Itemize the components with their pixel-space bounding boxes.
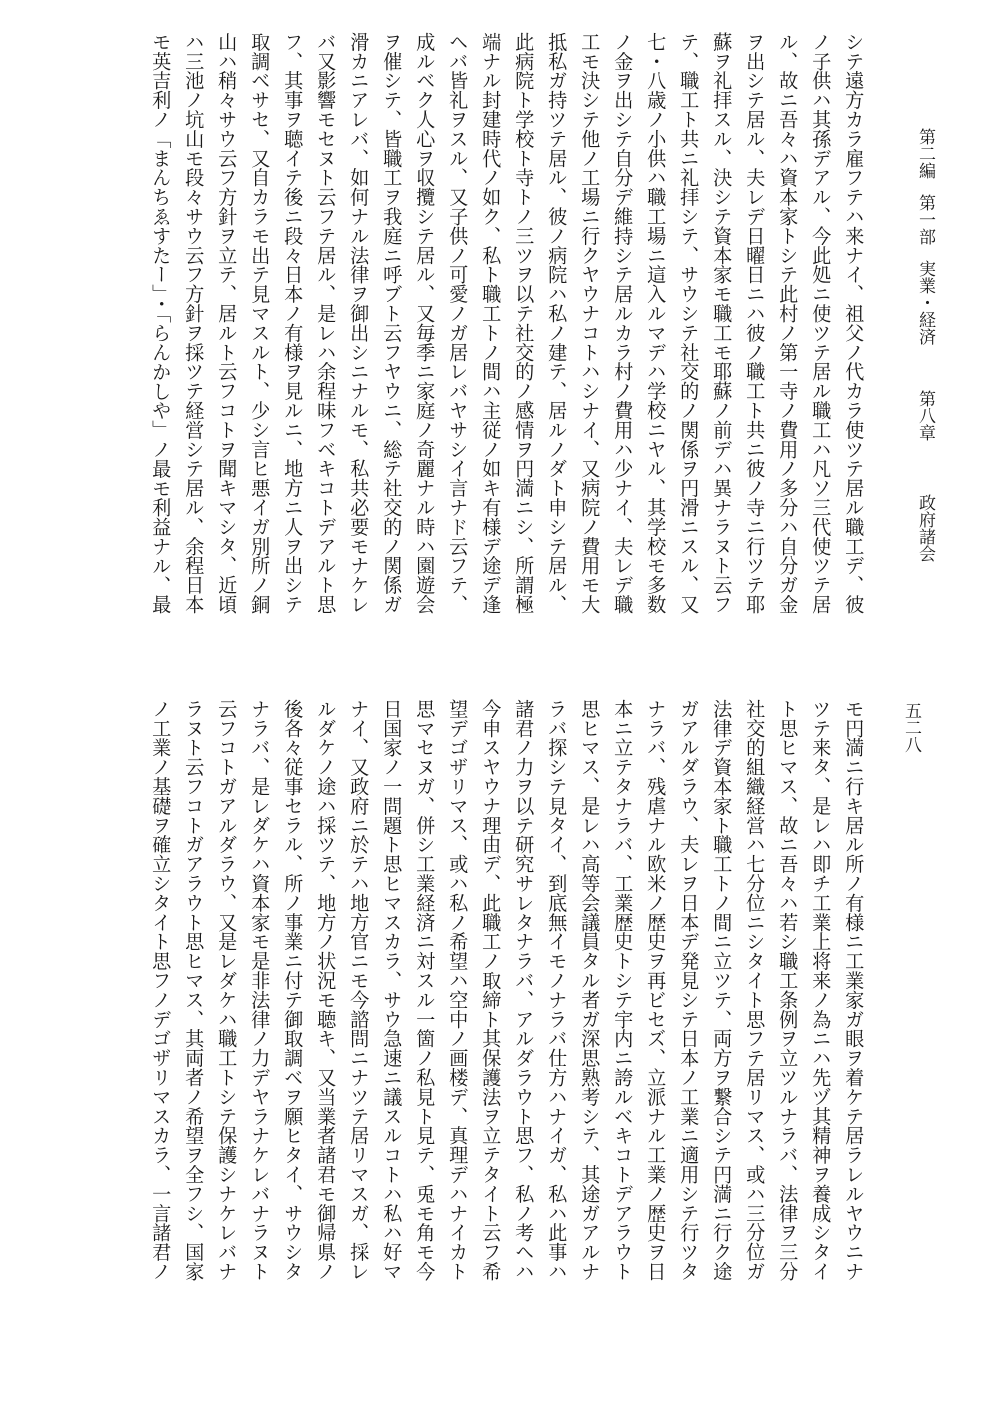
text-column: ラヌト云フコトガアラウト思ヒマス、其両者ノ希望ヲ全フシ、国家 [182, 699, 206, 1281]
text-column: 本ニ立テタナラバ、工業歴史トシテ宇内ニ誇ルベキコトデアラウト [611, 699, 635, 1281]
header-chapter: 第八章 [915, 390, 935, 441]
text-column: モ英吉利ノ「まんちゑすたー」・「らんかしや」ノ最モ利益ナル、最 [149, 32, 173, 615]
text-column: 取調ベサセ、又自カラモ出テ見マスルト、少シ言ヒ悪イガ別所ノ銅 [248, 32, 272, 614]
text-column: テ、職工ト共ニ礼拝シテ、サウシテ社交的ノ関係ヲ円滑ニスル、又 [677, 32, 701, 614]
text-column: ヲ催シテ、皆職工ヲ我庭ニ呼ブト云フヤウニ、総テ社交的ノ関係ガ [380, 32, 404, 614]
text-column: ナラバ、残虐ナル欧米ノ歴史ヲ再ビセズ、立派ナル工業ノ歴史ヲ日 [644, 699, 668, 1281]
text-column: ルダケノ途ハ採ツテ、地方ノ状況モ聴キ、又当業者諸君モ御帰県ノ [314, 699, 338, 1281]
text-column: 工モ決シテ他ノ工場ニ行クヤウナコトハシナイ、又病院ノ費用モ大 [578, 32, 602, 614]
text-column: 諸君ノ力ヲ以テ研究サレタナラバ、アルダラウト思フ、私ノ考ヘハ [512, 699, 536, 1281]
header-topic: 実業・経済 [915, 260, 935, 345]
header-part: 第一部 [915, 194, 935, 245]
text-column: モ円満ニ行キ居ル所ノ有様ニ工業家ガ眼ヲ着ケテ居ラレルヤウニナ [842, 699, 866, 1281]
text-column: ノ工業ノ基礎ヲ確立シタイト思フノデゴザリマスカラ、一言諸君ノ [149, 699, 173, 1281]
text-column: 法律デ資本家ト職工トノ間ニ立ツテ、両方ヲ繋合シテ円満ニ行ク途 [710, 699, 734, 1281]
text-column: 望デゴザリマス、或ハ私ノ希望ハ空中ノ画楼デ、真理デハナイカト [446, 699, 470, 1281]
page-number: 五二八 [901, 702, 921, 753]
text-column: 云フコトガアルダラウ、又是レダケハ職工トシテ保護シナケレバナ [215, 699, 239, 1281]
text-column: 端ナル封建時代ノ如ク、私ト職工トノ間ハ主従ノ如キ有様デ途デ逢 [479, 32, 503, 614]
text-column: ト思ヒマス、故ニ吾々ハ若シ職工条例ヲ立ツルナラバ、法律ヲ三分 [776, 699, 800, 1281]
text-column: 思マセヌガ、併シ工業経済ニ対スル一箇ノ私見ト見テ、兎モ角モ今 [413, 699, 437, 1281]
text-column: 社交的組織経営ハ七分位ニシタイト思フテ居リマス、或ハ三分位ガ [743, 699, 767, 1281]
text-column: 蘇ヲ礼拝スル、決シテ資本家モ職工モ耶蘇ノ前デハ異ナラヌト云フ [710, 32, 734, 614]
text-column: 思ヒマス、是レハ高等会議員タル者ガ深思熟考シテ、其途ガアルナ [578, 699, 602, 1281]
text-column: ラバ探シテ見タイ、到底無イモノナラバ仕方ハナイガ、私ハ此事ハ [545, 699, 569, 1281]
text-column: ナイ、又政府ニ於テハ地方官ニモ今諮問ニナツテ居リマスガ、採レ [347, 699, 371, 1281]
text-column: ノ子供ハ其孫デアル、今此処ニ使ツテ居ル職工ハ凡ソ三代使ツテ居 [809, 32, 833, 614]
text-column: フ、其事ヲ聴イテ後ニ段々日本ノ有様ヲ見ルニ、地方ニ人ヲ出シテ [281, 32, 305, 614]
text-column: ナラバ、是レダケハ資本家モ是非法律ノ力デヤラナケレバナラヌト [248, 699, 272, 1281]
text-column: ル、故ニ吾々ハ資本家トシテ此村ノ第一寺ノ費用ノ多分ハ自分ガ金 [776, 32, 800, 614]
text-column: 滑カニアレバ、如何ナル法律ヲ御出シニナルモ、私共必要モナケレ [347, 32, 371, 614]
header-section: 政府諸会 [915, 494, 935, 562]
text-column: ハ三池ノ坑山モ段々サウ云フ方針ヲ採ツテ経営シテ居ル、余程日本 [182, 32, 206, 614]
text-column: 成ルベク人心ヲ収攬シテ居ル、又毎季ニ家庭ノ奇麗ナル時ハ園遊会 [413, 32, 437, 614]
text-column: 山ハ稍々サウ云フ方針ヲ立テ、居ルト云フコトヲ聞キマシタ、近頃 [215, 32, 239, 614]
text-column: 抵私ガ持ツテ居ル、彼ノ病院ハ私ノ建テ、居ルノダト申シテ居ル、 [545, 32, 569, 614]
text-column: ツテ来タ、是レハ即チ工業上将来ノ為ニハ先ヅ其精神ヲ養成シタイ [809, 699, 833, 1281]
text-column: ノ金ヲ出シテ自分デ維持シテ居ルカラ村ノ費用ハ少ナイ、夫レデ職 [611, 32, 635, 614]
text-column: 此病院ト学校ト寺トノ三ツヲ以テ社交的ノ感情ヲ円満ニシ、所謂極 [512, 32, 536, 614]
text-column: バ又影響モセヌト云フテ居ル、是レハ余程味フベキコトデアルト思 [314, 32, 338, 614]
text-column: シテ遠方カラ雇フテハ来ナイ、祖父ノ代カラ使ツテ居ル職工デ、彼 [842, 32, 866, 614]
text-column: ヲ出シテ居ル、夫レデ日曜日ニハ彼ノ職工ト共ニ彼ノ寺ニ行ツテ耶 [743, 32, 767, 614]
text-column: 今申スヤウナ理由デ、此職工ノ取締ト其保護法ヲ立テタイト云フ希 [479, 699, 503, 1281]
text-column: 七・八歳ノ小供ハ職工場ニ這入ルマデハ学校ニヤル、其学校モ多数 [644, 32, 668, 614]
text-column: 後各々従事セラル、所ノ事業ニ付テ御取調ベヲ願ヒタイ、サウシタ [281, 699, 305, 1281]
text-column: 日国家ノ一問題ト思ヒマスカラ、サウ急速ニ議スルコトハ私ハ好マ [380, 699, 404, 1281]
text-column: ガアルダラウ、夫レヲ日本デ発見シテ日本ノ工業ニ適用シテ行ツタ [677, 699, 701, 1281]
running-header [873, 128, 933, 598]
header-edition: 第二編 [915, 128, 935, 179]
text-column: ヘバ皆礼ヲスル、又子供ノ可愛ノガ居レバヤサシイ言ナド云フテ、 [446, 32, 470, 614]
